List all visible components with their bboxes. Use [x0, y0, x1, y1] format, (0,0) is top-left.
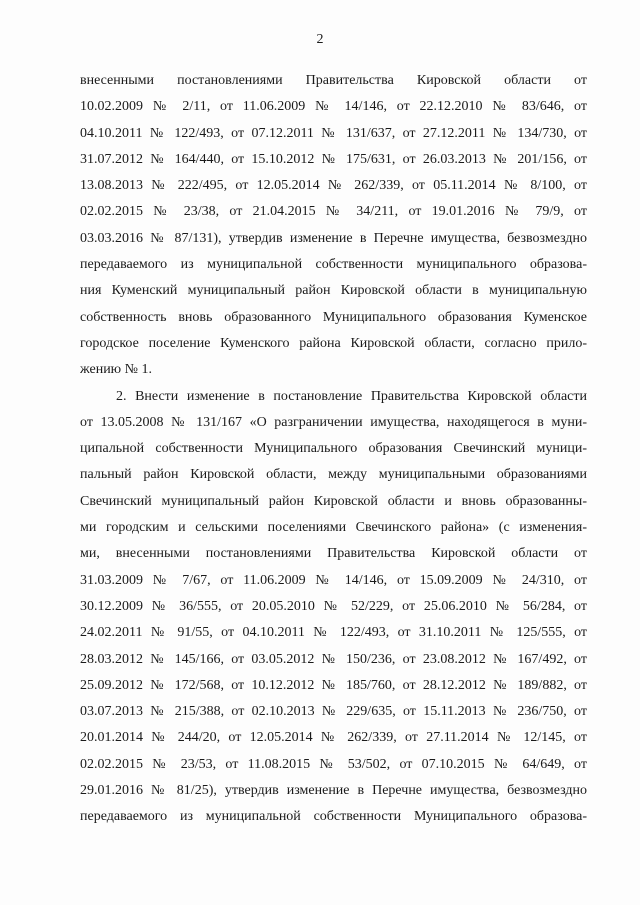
text-line: 30.12.2009 № 36/555, от 20.05.2010 № 52/229, от 25.06.2010 № 56/284, от [80, 598, 587, 614]
text-line: 10.02.2009 № 2/11, от 11.06.2009 № 14/146, от 22.12.2010 № 83/646, от [80, 99, 587, 115]
text-line: 02.02.2015 № 23/53, от 11.08.2015 № 53/502, от 07.10.2015 № 64/649, от [80, 756, 587, 772]
text-line: 13.08.2013 № 222/495, от 12.05.2014 № 262/339, от 05.11.2014 № 8/100, от [80, 178, 587, 194]
text-line: передаваемого из муниципальной собственности муниципального образова- [80, 257, 587, 273]
text-line: ния Куменский муниципальный район Кировской области в муниципальную [80, 283, 587, 299]
text-line: 29.01.2016 № 81/25), утвердив изменение в Перечне имущества, безвозмездно [80, 783, 587, 799]
paragraph [80, 68, 587, 384]
text-line: Свечинский муниципальный район Кировской области и вновь образованны- [80, 493, 587, 509]
page-number: 2 [316, 32, 324, 47]
text-line: собственность вновь образованного Муниципального образования Куменское [80, 309, 587, 325]
paragraph [80, 384, 587, 831]
text-line: от 13.05.2008 № 131/167 «О разграничении имущества, находящегося в муни- [80, 414, 587, 430]
text-line: 2. Внести изменение в постановление Правительства Кировской области [116, 388, 587, 404]
text-line: 04.10.2011 № 122/493, от 07.12.2011 № 131/637, от 27.12.2011 № 134/730, от [80, 125, 587, 141]
text-line: внесенными постановлениями Правительства Кировской области от [80, 73, 587, 88]
text-line: городское поселение Куменского района Кировской области, согласно прило- [80, 335, 587, 351]
text-line: 31.03.2009 № 7/67, от 11.06.2009 № 14/146, от 15.09.2009 № 24/310, от [80, 572, 587, 588]
text-line: 24.02.2011 № 91/55, от 04.10.2011 № 122/493, от 31.10.2011 № 125/555, от [80, 625, 587, 641]
text-line: ми городским и сельскими поселениями Свечинского района» (с изменения- [80, 520, 587, 536]
text-line: 31.07.2012 № 164/440, от 15.10.2012 № 175/631, от 26.03.2013 № 201/156, от [80, 151, 587, 167]
text-line: 02.02.2015 № 23/38, от 21.04.2015 № 34/211, от 19.01.2016 № 79/9, от [80, 204, 587, 220]
text-line: 25.09.2012 № 172/568, от 10.12.2012 № 185/760, от 28.12.2012 № 189/882, от [80, 677, 587, 693]
text-line: передаваемого из муниципальной собственности Муниципального образова- [80, 809, 587, 825]
text-line: пальный район Кировской области, между муниципальными образованиями [80, 467, 587, 483]
text-line: 03.07.2013 № 215/388, от 02.10.2013 № 229/635, от 15.11.2013 № 236/750, от [80, 704, 587, 720]
text-line: жению № 1. [80, 362, 153, 378]
text-line: 28.03.2012 № 145/166, от 03.05.2012 № 150/236, от 23.08.2012 № 167/492, от [80, 651, 587, 667]
text-line: ципальной собственности Муниципального образования Свечинский муници- [80, 441, 587, 457]
text-line: ми, внесенными постановлениями Правительства Кировской области от [80, 546, 587, 562]
text-line: 03.03.2016 № 87/131), утвердив изменение в Перечне имущества, безвозмездно [80, 230, 587, 246]
document-body [80, 68, 587, 831]
text-line: 20.01.2014 № 244/20, от 12.05.2014 № 262/339, от 27.11.2014 № 12/145, от [80, 730, 587, 746]
